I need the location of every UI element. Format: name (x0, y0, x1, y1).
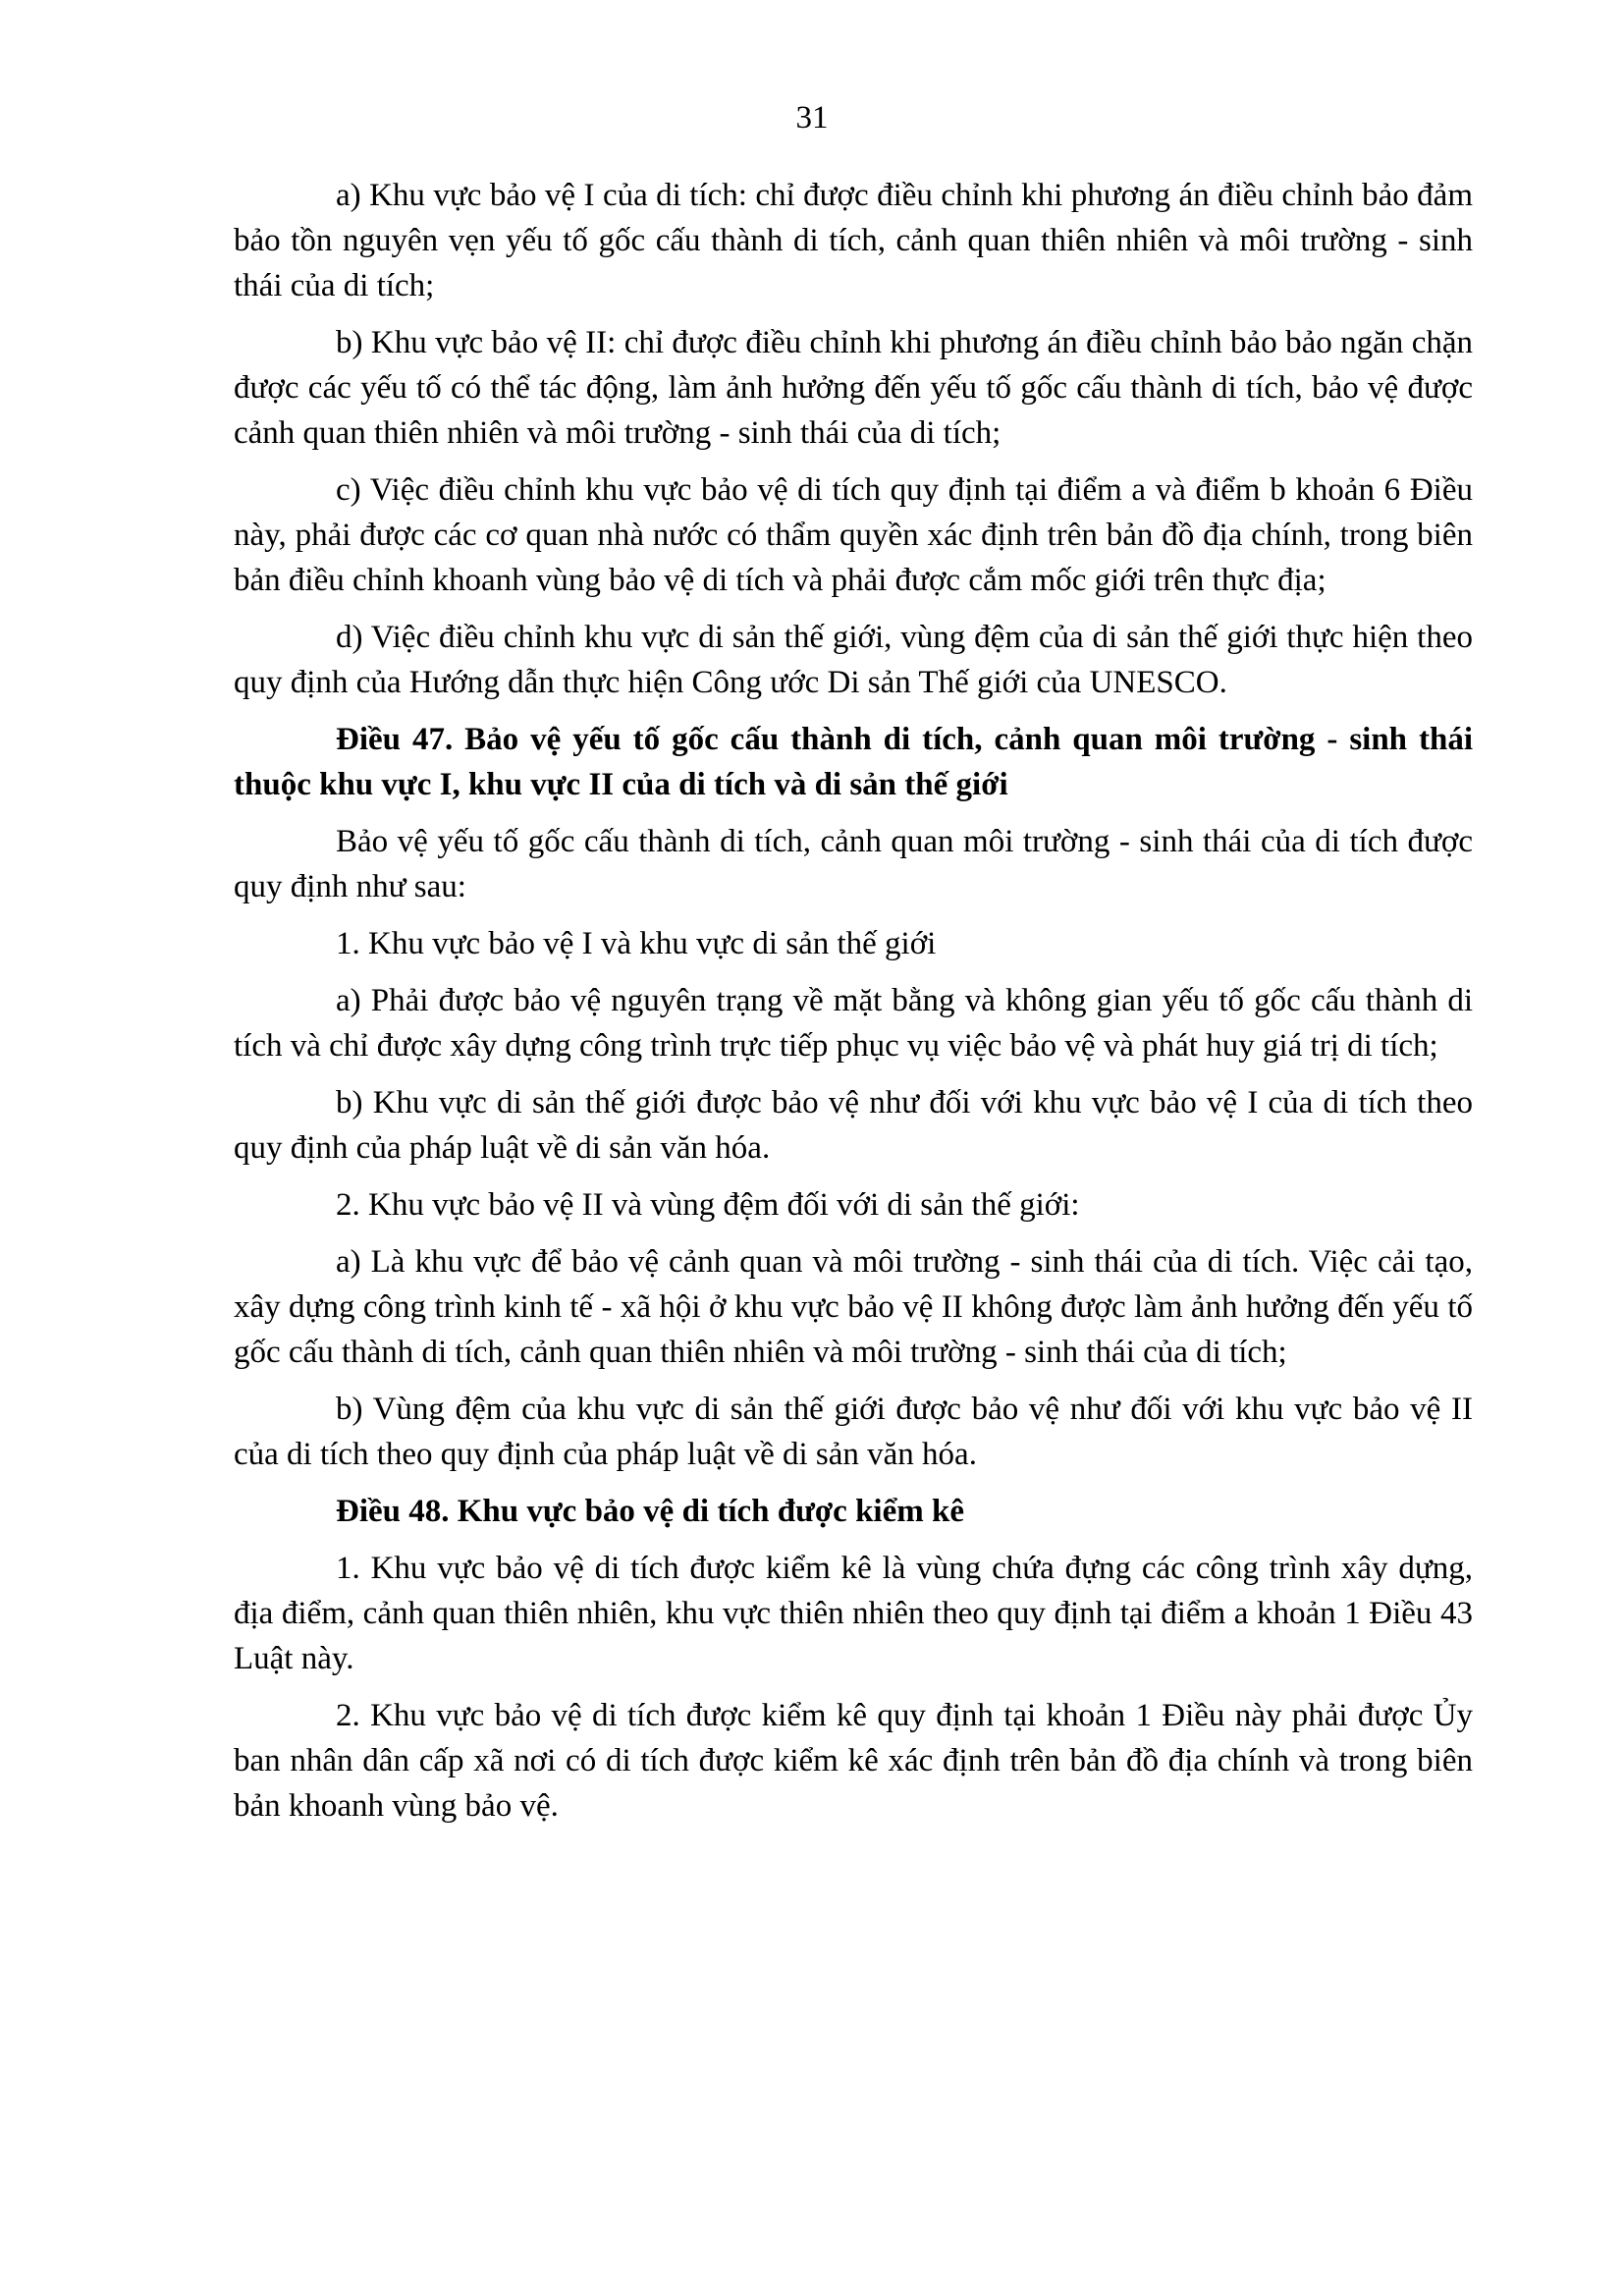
paragraph-article-47-1a: a) Phải được bảo vệ nguyên trạng về mặt bằng và không gian yếu tố gốc cấu thành di tích và chỉ được xây dựng công trình trực tiếp phục vụ việc bảo vệ và phát huy giá trị di tích; (234, 983, 1473, 1064)
paragraph-article-46-6a: a) Khu vực bảo vệ I của di tích: chỉ được điều chỉnh khi phương án điều chỉnh bảo đảm bảo tồn nguyên vẹn yếu tố gốc cấu thành di tích, cảnh quan thiên nhiên và môi trường - sinh thái của di tích; (234, 178, 1473, 303)
paragraph-article-47-intro: Bảo vệ yếu tố gốc cấu thành di tích, cảnh quan môi trường - sinh thái của di tích được quy định như sau: (234, 824, 1473, 904)
paragraph-article-46-6d: d) Việc điều chỉnh khu vực di sản thế giới, vùng đệm của di sản thế giới thực hiện theo quy định của Hướng dẫn thực hiện Công ước Di sản Thế giới của UNESCO. (234, 620, 1473, 700)
paragraph-article-47-2a: a) Là khu vực để bảo vệ cảnh quan và môi trường - sinh thái của di tích. Việc cải tạo, xây dựng công trình kinh tế - xã hội ở khu vực bảo vệ II không được làm ảnh hưởng đến yếu tố gốc cấu thành di tích, cảnh quan thiên nhiên và môi trường - sinh thái của di tích; (234, 1244, 1473, 1370)
page-number: 31 (795, 100, 829, 136)
paragraph-article-47-2: 2. Khu vực bảo vệ II và vùng đệm đối với di sản thế giới: (336, 1187, 1080, 1223)
paragraph-article-48-2: 2. Khu vực bảo vệ di tích được kiểm kê quy định tại khoản 1 Điều này phải được Ủy ban nhân dân cấp xã nơi có di tích được kiểm kê xác định trên bản đồ địa chính và trong biên bản khoanh vùng bảo vệ. (234, 1698, 1473, 1824)
paragraph-article-46-6b: b) Khu vực bảo vệ II: chỉ được điều chỉnh khi phương án điều chỉnh bảo bảo ngăn chặn được các yếu tố có thể tác động, làm ảnh hưởng đến yếu tố gốc cấu thành di tích, bảo vệ được cảnh quan thiên nhiên và môi trường - sinh thái của di tích; (234, 325, 1473, 451)
article-48-heading: Điều 48. Khu vực bảo vệ di tích được kiểm kê (336, 1494, 964, 1529)
paragraph-article-47-1: 1. Khu vực bảo vệ I và khu vực di sản thế giới (336, 926, 937, 961)
article-47-heading: Điều 47. Bảo vệ yếu tố gốc cấu thành di tích, cảnh quan môi trường - sinh thái thuộc khu vực I, khu vực II của di tích và di sản thế giới (234, 722, 1473, 802)
paragraph-article-48-1: 1. Khu vực bảo vệ di tích được kiểm kê là vùng chứa đựng các công trình xây dựng, địa điểm, cảnh quan thiên nhiên, khu vực thiên nhiên theo quy định tại điểm a khoản 1 Điều 43 Luật này. (234, 1551, 1473, 1676)
document-body (234, 173, 1473, 1840)
paragraph-article-46-6c: c) Việc điều chỉnh khu vực bảo vệ di tích quy định tại điểm a và điểm b khoản 6 Điều này, phải được các cơ quan nhà nước có thẩm quyền xác định trên bản đồ địa chính, trong biên bản điều chỉnh khoanh vùng bảo vệ di tích và phải được cắm mốc giới trên thực địa; (234, 472, 1473, 598)
paragraph-article-47-2b: b) Vùng đệm của khu vực di sản thế giới được bảo vệ như đối với khu vực bảo vệ II của di tích theo quy định của pháp luật về di sản văn hóa. (234, 1392, 1473, 1472)
paragraph-article-47-1b: b) Khu vực di sản thế giới được bảo vệ như đối với khu vực bảo vệ I của di tích theo quy định của pháp luật về di sản văn hóa. (234, 1085, 1473, 1166)
